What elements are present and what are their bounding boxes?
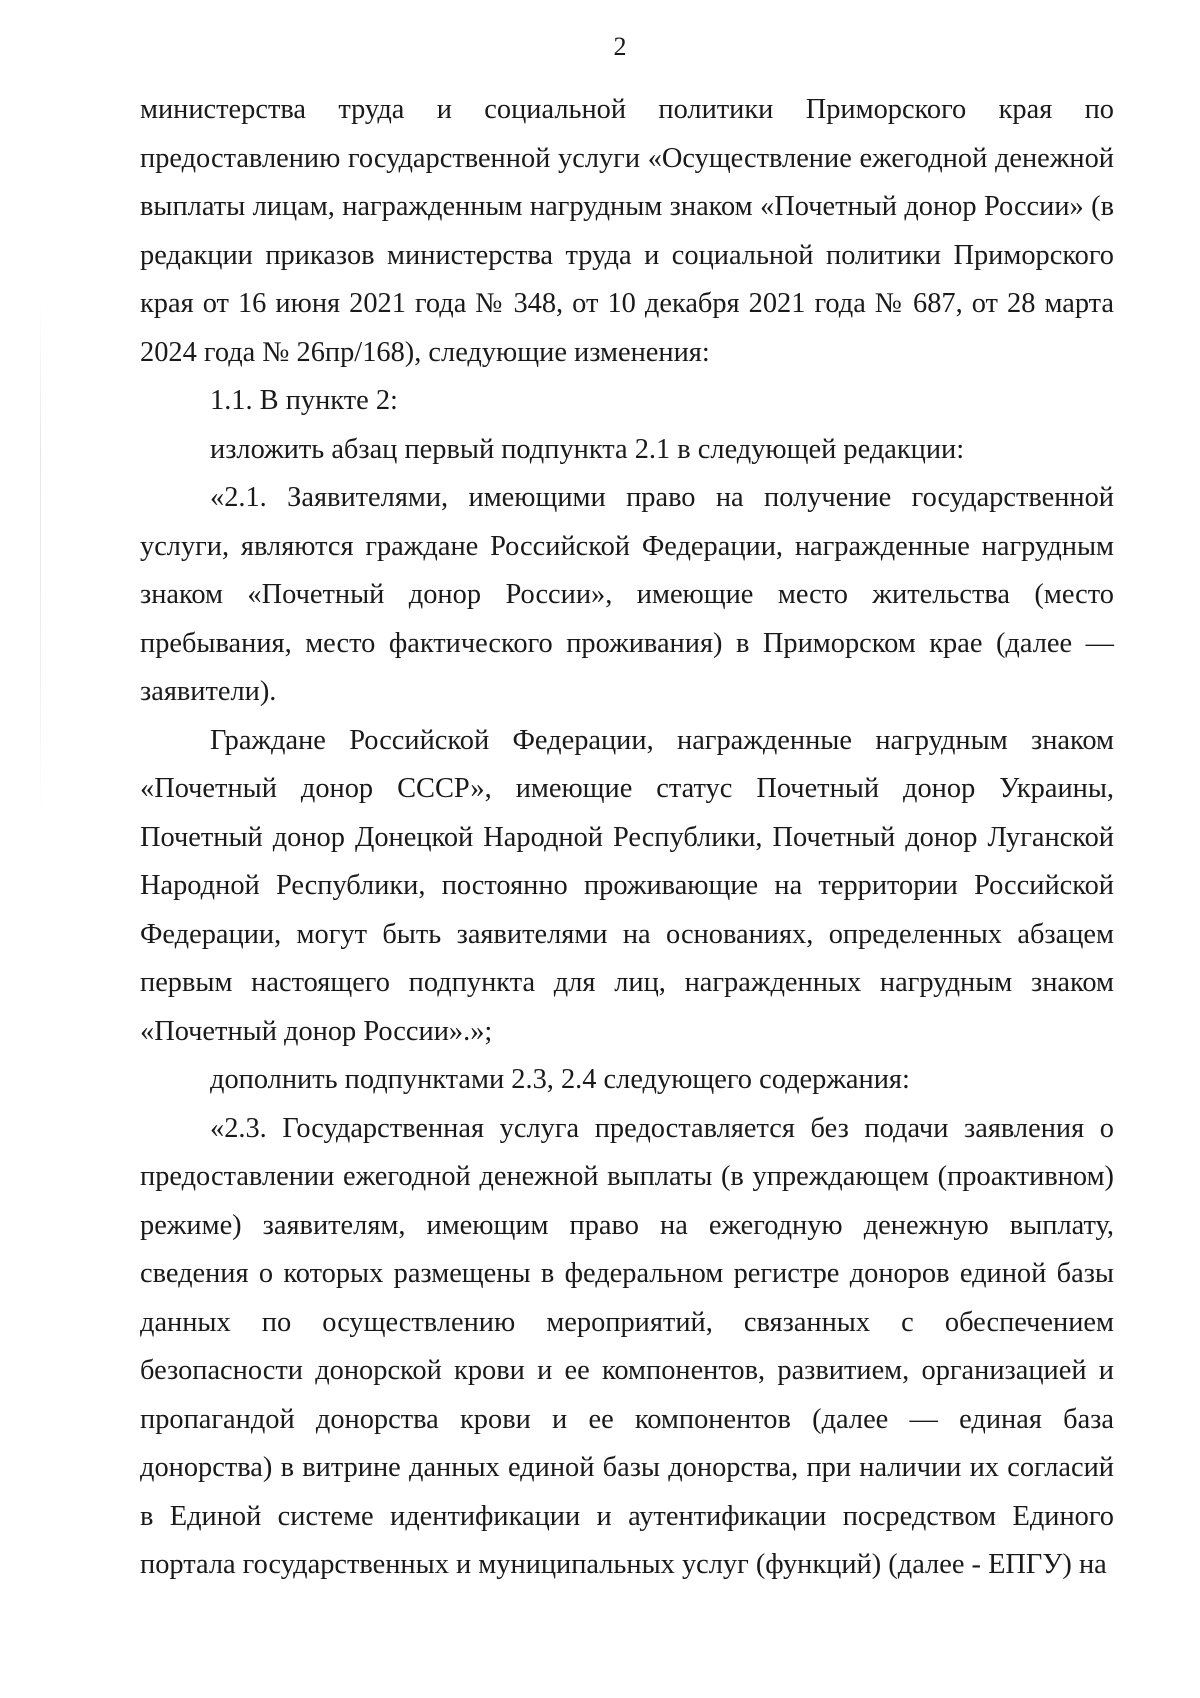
paragraph-item-1-1: 1.1. В пункте 2: [210,385,398,416]
paragraph-2-3-text: «2.3. Государственная услуга предоставляется без подачи заявления о предоставлении ежегодной денежной выплаты (в упреждающем (проактивном) режиме) заявителям, имеющим право на ежегодную денежную выплату, сведения о которых размещены в федеральном регистре доноров единой базы данных по осуществлению мероприятий, связанных с обеспечением безопасности донорской крови и ее компонентов, развитием, организацией и пропагандой донорства крови и ее компонентов (далее — единая база донорства) в витрине данных единой базы донорства, при наличии их согласий в Единой системе идентификации и аутентификации посредством Единого портала государственных и муниципальных услуг (функций) (далее - ЕПГУ) на [140,1112,1114,1580]
page-number: 2 [613,32,627,61]
paragraph-amend-2-1: изложить абзац первый подпункта 2.1 в следующей редакции: [210,433,965,465]
paragraph-2-1-text: «2.1. Заявителями, имеющими право на получение государственной услуги, являются граждане Российской Федерации, награжденные нагрудным знаком «Почетный донор России», имеющие место жительства (место пребывания, место фактического проживания) в Приморском крае (далее — заявители). [140,482,1114,707]
paragraph-continuation: министерства труда и социальной политики Приморского края по предоставлению государственной услуги «Осуществление ежегодной денежной выплаты лицам, награжденным нагрудным знаком «Почетный донор России» (в редакции приказов министерства труда и социальной политики Приморского края от 16 июня 2021 года № 348, от 10 декабря 2021 года № 687, от 28 марта 2024 года № 26пр/168), следующие изменения: [140,94,1114,368]
document-body [140,86,1114,1590]
paragraph-add-2-3-2-4: дополнить подпунктами 2.3, 2.4 следующего содержания: [210,1064,910,1095]
paragraph-citizens: Граждане Российской Федерации, награжденные нагрудным знаком «Почетный донор СССР», имеющие статус Почетный донор Украины, Почетный донор Донецкой Народной Республики, Почетный донор Луганской Народной Республики, постоянно проживающие на территории Российской Федерации, могут быть заявителями на основаниях, определенных абзацем первым настоящего подпункта для лиц, награжденных нагрудным знаком «Почетный донор России».»; [140,724,1114,1047]
scan-edge-mark [40,300,41,820]
